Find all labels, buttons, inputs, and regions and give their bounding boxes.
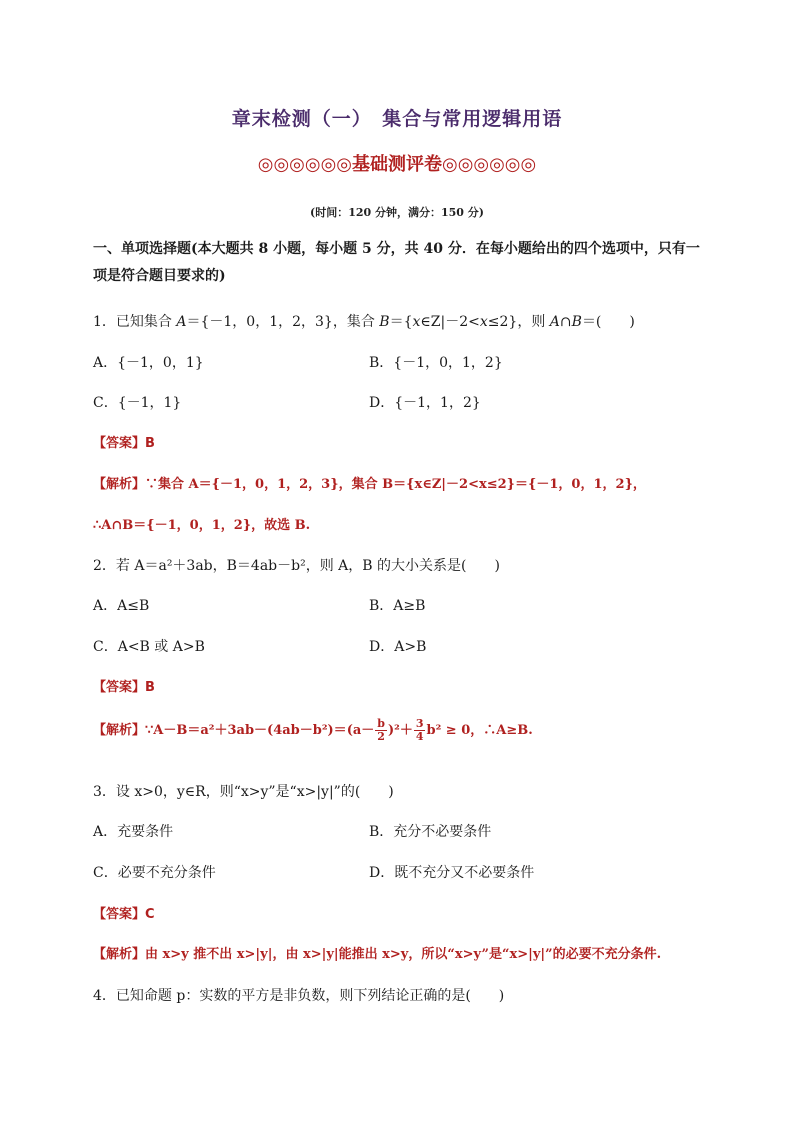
fraction-b-over-2: $\frac{b}{2}$: [377, 717, 385, 743]
question-3-option-c: C．必要不充分条件: [93, 865, 216, 881]
question-2-option-c: C．A<B 或 A>B: [93, 639, 205, 655]
question-1-analysis: 【解析】∵集合 A＝{－1，0，1，2，3}，集合 B＝{x∈Z|－2<x≤2}＝{－1，0，1，2}，: [93, 477, 646, 492]
question-2-analysis: 【解析】∵A－B＝a²＋3ab－(4ab－b²)＝(a－ $\frac{b}{2}$ )²＋ $\frac{3}{4}$ b² ≥ 0，∴A≥B.: [93, 717, 533, 743]
exam-meta: (时间：120 分钟，满分：150 分): [310, 206, 484, 219]
question-4-stem: 4．已知命题 p：实数的平方是非负数，则下列结论正确的是( ): [93, 988, 505, 1004]
section-heading: 一、单项选择题(本大题共 8 小题，每小题 5 分，共 40 分．在每小题给出的四个选项中，只有一项是符合题目要求的): [93, 241, 700, 284]
question-2-option-b: B．A≥B: [369, 598, 426, 614]
question-3-option-d: D．既不充分又不必要条件: [369, 865, 535, 881]
question-3-option-a: A．充要条件: [93, 824, 174, 840]
question-2-answer: 【答案】B: [93, 680, 155, 695]
question-2-option-a: A．A≤B: [93, 598, 150, 614]
fraction-3-over-4: $\frac{3}{4}$: [415, 717, 424, 743]
question-1-option-d: D．{－1，1，2}: [369, 395, 481, 411]
question-1-answer: 【答案】B: [93, 436, 155, 451]
question-1-analysis-conclusion: ∴A∩B＝{－1，0，1，2}，故选 B.: [93, 518, 311, 533]
question-1-option-a: A．{－1，0，1}: [93, 355, 204, 371]
question-3-analysis: 【解析】由 x>y 推不出 x>|y|，由 x>|y|能推出 x>y，所以“x>y”是“x>|y|”的必要不充分条件.: [93, 947, 662, 962]
page-title: 章末检测（一） 集合与常用逻辑用语: [231, 108, 563, 130]
question-3-option-b: B．充分不必要条件: [369, 824, 492, 840]
question-2-option-d: D．A>B: [369, 639, 427, 655]
question-3-answer: 【答案】C: [93, 907, 155, 922]
question-1-option-b: B．{－1，0，1，2}: [369, 355, 503, 371]
question-1-option-c: C．{－1，1}: [93, 395, 182, 411]
question-1-stem: 1．已知集合 A＝{－1，0，1，2，3}，集合 B＝{x∈Z|－2<x≤2}，则 A∩B＝( ): [93, 314, 635, 330]
page-subtitle: ◎◎◎◎◎◎基础测评卷◎◎◎◎◎◎: [257, 154, 537, 175]
question-2-stem: 2．若 A＝a²＋3ab，B＝4ab－b²，则 A，B 的大小关系是( ): [93, 558, 500, 574]
question-3-stem: 3．设 x>0，y∈R，则“x>y”是“x>|y|”的( ): [93, 784, 394, 800]
